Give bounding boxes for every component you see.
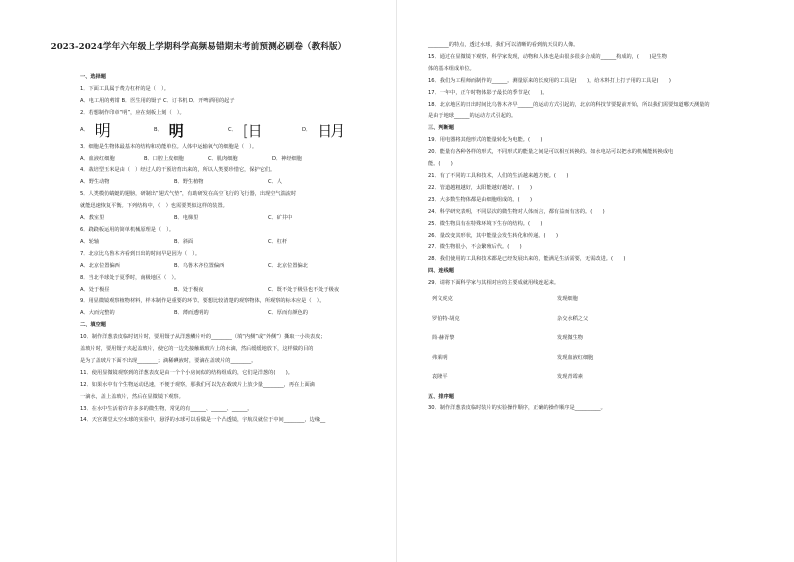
question-23: 23．大多数生物体都是由细胞组成的。( ) (428, 196, 533, 203)
question-4: 4．栽培型玉米是由（ ）经过人的干预培育出来的，所以人类要珍惜它，保护它们。 (80, 167, 276, 174)
question-12: 12．如果水中有个生物运动迅速，不便于观察，那我们可以先在载玻片上放少量________，再在上面滴 (80, 381, 315, 388)
question-24: 24．科学研究表明，不同层次的微生物对人体而言，都有益而有害的。( ) (428, 208, 605, 215)
option-label: A． (80, 126, 89, 133)
achievement: 发现血液红细胞 (557, 354, 594, 361)
question-21: 21．有了不同的工具和技术，人们的生活越来越方便。( ) (428, 172, 569, 179)
option-a (80, 121, 154, 141)
question-30: 30．制作洋葱表皮临时装片的实验操作顺序，正确的操作顺序是__________。 (428, 405, 606, 412)
scientist-name: 罗伯特·胡克 (432, 315, 460, 322)
question-14-continued: ________的特点，透过水球，我们可以清晰的看到航天员的人像。 (428, 42, 579, 48)
question-29: 29．请将下面科学家与其相对应的主要成就用线连起来。 (428, 280, 560, 287)
matching-row (428, 349, 748, 369)
option-d (302, 121, 376, 141)
question-1: 1．下面工具属于费力杠杆的是（ ）。 (80, 85, 169, 92)
question-6: 6．跷跷板运用的简单机械原理是（ ）。 (80, 226, 175, 233)
question-9-options (80, 308, 380, 320)
matching-row (428, 310, 748, 330)
achievement: 发现细胞 (557, 296, 578, 303)
left-column (80, 72, 380, 427)
scientist-name: 列文虎克 (432, 296, 453, 303)
question-2: 2．若想制作印章“明”，应在刻板上刻（ ）。 (80, 109, 185, 116)
option: B．乌鲁木齐位置偏西 (174, 262, 225, 269)
question-18-continued: 是由于地球______的运动方式引起的。 (428, 113, 517, 120)
question-7: 7．北京比乌鲁木齐看到日出的时间早是因为（ ）。 (80, 250, 201, 257)
question-13: 13．在水中生活着许许多多的微生物，常见的有______、______、______。 (80, 405, 253, 412)
matching-row (428, 290, 748, 310)
question-10: 10．制作洋葱表皮临时切片时，要用镊子从洋葱鳞片叶的________（填“内侧”或“外侧”）撕取一小块表皮； (80, 334, 326, 341)
option: A．处于极昼 (80, 286, 110, 293)
question-4-options (80, 177, 380, 189)
option: A．野生动物 (80, 179, 110, 186)
question-25: 25．微生物具有在特殊环境下生存的结构。( ) (428, 220, 543, 227)
option-b (154, 121, 228, 141)
question-10-continued: 盖玻片时，要用镊子夹起盖玻片，使它的一边先接触载玻片上的水滴，然后缓缓地放下，这样做的目的 (80, 346, 314, 353)
page-title: 2023-2024学年六年级上学期科学高频易错期末考前预测必刷卷（教科版） (50, 42, 347, 52)
option: A．轮轴 (80, 238, 100, 245)
question-26: 26．量改变其形状，其中能量会发生转化和传递。( ) (428, 232, 558, 239)
option: A．大而完整的 (80, 310, 115, 317)
seal-character-c: [日 (242, 121, 262, 140)
option: B．斜面 (174, 238, 194, 245)
question-10-continued: 是为了盖玻片下面不出现________；滴稀碘液时，要滴在盖玻片的________。 (80, 357, 257, 364)
question-7-options (80, 261, 380, 273)
section-heading-true-false: 三、判断题 (428, 125, 454, 132)
question-15: 15．通过在显微镜下观察，科学家发现，动物和人体也是由很多很多合成的______构成的，( )是生物 (428, 53, 667, 60)
option: C．杠杆 (268, 238, 288, 245)
question-2-options (80, 118, 380, 144)
question-20-continued: 能。( ) (428, 161, 453, 168)
seal-character-b: 明 (168, 121, 184, 140)
seal-character-a: 明 (94, 120, 111, 140)
option: C．北京位置偏北 (268, 262, 308, 269)
question-11: 11．使用显微镜观察到的洋葱表皮是由一个个小房间似的结构组成的，它们是洋葱的( )。 (80, 369, 293, 376)
question-14: 14．天宫课堂太空水球的实验中，悬浮的水球可以看做是一个凸透镜，宇航员就位于中间________，边缘__ (80, 417, 326, 424)
section-heading-ordering: 五、排序题 (428, 393, 454, 400)
question-18: 18．北京地区的日出时间比乌鲁木齐早______的运动方式引起的，北京的科技节要提前开始，所以我们需要知道哪天测量的 (428, 101, 710, 108)
section-heading-fill-in: 二、填空题 (80, 322, 106, 329)
seal-character-d: 日月 (317, 121, 344, 140)
option: D．神经细胞 (272, 155, 302, 162)
option: C．矿井中 (268, 215, 293, 222)
scientist-name: 弗莱明 (432, 354, 448, 361)
option-label: C． (228, 126, 237, 133)
option: A．血液红细胞 (80, 155, 115, 162)
question-3-options (80, 154, 380, 166)
scientist-name: 袁隆平 (432, 374, 448, 381)
option: C．肌肉细胞 (208, 155, 238, 162)
matching-table (428, 290, 748, 388)
question-5-continued: 就能迅速恢复平衡。下列结构中，（ ）也需要类似这样的装置。 (80, 203, 228, 210)
question-3: 3．细胞是生物体最基本的结构和功能单位。人体中运输氧气的细胞是（ ）。 (80, 143, 258, 150)
question-8: 8．当北半球处于夏季时，南极地区（ ）。 (80, 274, 180, 281)
question-1-options: A．电工用的剪钳 B．医生用的镊子 C．订书机 D．开啤酒用的起子 (80, 97, 235, 104)
achievement: 杂交水稻之父 (557, 315, 589, 322)
question-16: 16．我们为工程师而制作的______。测量原来的长度用的工具是( )，给木料打上打子用的工具是( ) (428, 77, 671, 84)
option: B．电梯里 (174, 215, 199, 222)
question-20: 20．能量有各种各样的形式，不同形式的能量之间是可以相互转换的。如水电站可以把水的机械能转换成电 (428, 149, 674, 156)
achievement: 发现微生物 (557, 335, 583, 342)
section-heading-matching: 四、连线题 (428, 268, 454, 275)
option: B．口腔上皮细胞 (144, 155, 184, 162)
option: C．人 (268, 179, 282, 186)
question-17: 17．一年中，正午时物体影子最长的季节是( )。 (428, 89, 548, 96)
option-label: D． (302, 126, 312, 133)
option-c (228, 121, 302, 141)
question-9: 9．用显微镜观察植物材料，样本制作是重要的环节。要想比较清楚的观察物体，所观察的标本应是（ ）。 (80, 298, 325, 305)
option: A．教室里 (80, 215, 105, 222)
question-27: 27．微生物很小，不会繁殖后代。( ) (428, 244, 522, 251)
option: B．处于极夜 (174, 286, 204, 293)
question-28: 28．我们使用的工具和技术都是已经发展出来的，能满足生活需要，无需改进。( ) (428, 256, 626, 263)
option: C．厚而有颜色的 (268, 310, 308, 317)
matching-row (428, 329, 748, 349)
achievement: 发现青霉素 (557, 374, 583, 381)
question-19: 19．用电器将其他形式的能量转化为电能。( ) (428, 137, 543, 144)
scientist-name: 简·赫胥黎 (432, 335, 455, 342)
option: A．北京位置偏西 (80, 262, 120, 269)
question-8-options (80, 285, 380, 297)
question-5-options (80, 213, 380, 225)
question-5: 5．人类模仿蜻蜓的翅膀，研制出“翅式气垫”，有助研发在高空飞行的飞行器，出现空气湍流时 (80, 191, 297, 198)
question-15-continued: 体的基本组成单位。 (428, 65, 475, 72)
section-heading-choice: 一、选择题 (80, 74, 106, 80)
matching-row (428, 368, 748, 388)
right-column (428, 40, 748, 415)
option-label: B． (154, 126, 163, 133)
question-22: 22．管道越粗越好，太阳能越好越好。( ) (428, 184, 533, 191)
option: B．薄而透明的 (174, 310, 209, 317)
option: B．野生植物 (174, 179, 204, 186)
question-6-options (80, 237, 380, 249)
question-12-continued: 一滴水，盖上盖玻片，然后在显微镜下观察。 (80, 393, 184, 400)
option: C．既不处于极昼也不处于极夜 (268, 286, 340, 293)
